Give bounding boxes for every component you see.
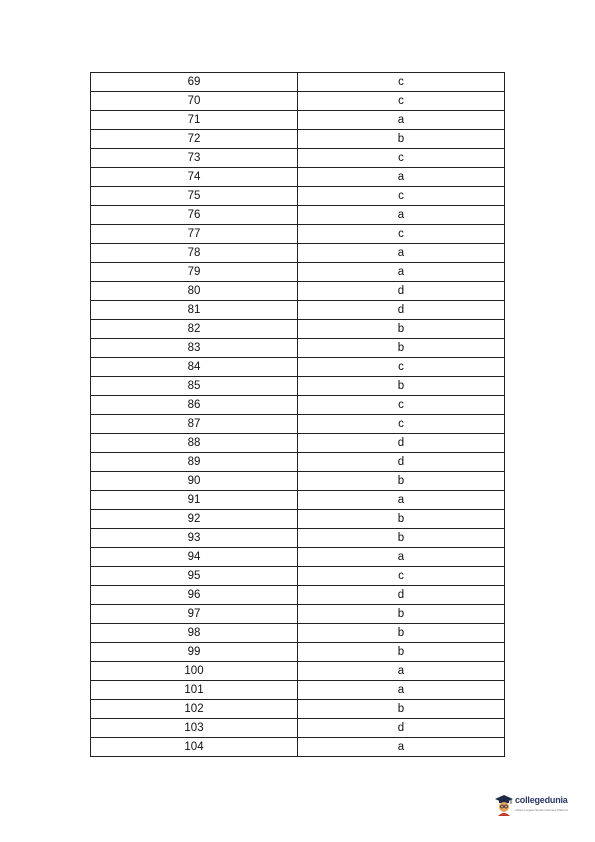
table-row [91,263,505,282]
answer-cell: d [298,586,505,605]
question-number-cell: 86 [91,396,298,415]
question-number-cell: 103 [91,719,298,738]
answer-cell: c [298,73,505,92]
brand-name: collegedunia [515,795,568,805]
answer-cell: a [298,206,505,225]
question-number-cell: 90 [91,472,298,491]
question-number-cell: 98 [91,624,298,643]
table-row [91,529,505,548]
question-number-cell: 79 [91,263,298,282]
question-number-cell: 88 [91,434,298,453]
table-row [91,567,505,586]
answer-cell: b [298,472,505,491]
table-row [91,643,505,662]
table-row [91,187,505,206]
answer-key-table [90,72,505,757]
answer-cell: c [298,567,505,586]
answer-cell: a [298,244,505,263]
answer-cell: b [298,700,505,719]
table-row [91,339,505,358]
answer-cell: d [298,719,505,738]
table-row [91,434,505,453]
table-row [91,301,505,320]
table-row [91,624,505,643]
question-number-cell: 104 [91,738,298,757]
table-row [91,681,505,700]
answer-cell: b [298,605,505,624]
answer-cell: b [298,130,505,149]
answer-cell: a [298,111,505,130]
question-number-cell: 75 [91,187,298,206]
answer-cell: a [298,263,505,282]
table-row [91,149,505,168]
table-row [91,282,505,301]
answer-cell: c [298,149,505,168]
answer-cell: d [298,301,505,320]
answer-cell: a [298,491,505,510]
answer-cell: c [298,358,505,377]
answer-cell: c [298,187,505,206]
table-row [91,719,505,738]
table-row [91,491,505,510]
graduate-mascot-icon [494,794,514,816]
question-number-cell: 101 [91,681,298,700]
question-number-cell: 94 [91,548,298,567]
question-number-cell: 77 [91,225,298,244]
question-number-cell: 99 [91,643,298,662]
question-number-cell: 82 [91,320,298,339]
answer-cell: a [298,168,505,187]
answer-cell: c [298,92,505,111]
table-row [91,472,505,491]
question-number-cell: 74 [91,168,298,187]
table-row [91,206,505,225]
table-row [91,168,505,187]
collegedunia-logo [494,792,574,820]
question-number-cell: 87 [91,415,298,434]
answer-cell: a [298,548,505,567]
answer-cell: b [298,377,505,396]
table-row [91,662,505,681]
table-row [91,130,505,149]
question-number-cell: 78 [91,244,298,263]
question-number-cell: 89 [91,453,298,472]
answer-cell: b [298,320,505,339]
table-row [91,225,505,244]
answer-cell: b [298,529,505,548]
question-number-cell: 95 [91,567,298,586]
answer-cell: d [298,282,505,301]
answer-cell: b [298,624,505,643]
answer-cell: b [298,339,505,358]
answer-key-body [91,73,505,757]
question-number-cell: 92 [91,510,298,529]
answer-cell: c [298,225,505,244]
question-number-cell: 81 [91,301,298,320]
question-number-cell: 91 [91,491,298,510]
answer-cell: a [298,662,505,681]
brand-tagline: India's Largest Student Review Platform [515,808,569,812]
question-number-cell: 80 [91,282,298,301]
table-row [91,73,505,92]
question-number-cell: 73 [91,149,298,168]
answer-cell: c [298,396,505,415]
table-row [91,415,505,434]
question-number-cell: 96 [91,586,298,605]
question-number-cell: 72 [91,130,298,149]
question-number-cell: 83 [91,339,298,358]
table-row [91,605,505,624]
answer-cell: b [298,643,505,662]
question-number-cell: 102 [91,700,298,719]
answer-cell: c [298,415,505,434]
table-row [91,453,505,472]
table-row [91,396,505,415]
table-row [91,320,505,339]
table-row [91,738,505,757]
question-number-cell: 85 [91,377,298,396]
answer-cell: d [298,434,505,453]
table-row [91,586,505,605]
table-row [91,244,505,263]
question-number-cell: 69 [91,73,298,92]
question-number-cell: 100 [91,662,298,681]
answer-cell: d [298,453,505,472]
table-row [91,358,505,377]
table-row [91,548,505,567]
table-row [91,700,505,719]
answer-cell: a [298,681,505,700]
question-number-cell: 71 [91,111,298,130]
table-row [91,377,505,396]
question-number-cell: 70 [91,92,298,111]
answer-cell: b [298,510,505,529]
question-number-cell: 93 [91,529,298,548]
question-number-cell: 97 [91,605,298,624]
question-number-cell: 84 [91,358,298,377]
table-row [91,92,505,111]
answer-cell: a [298,738,505,757]
table-row [91,510,505,529]
table-row [91,111,505,130]
question-number-cell: 76 [91,206,298,225]
